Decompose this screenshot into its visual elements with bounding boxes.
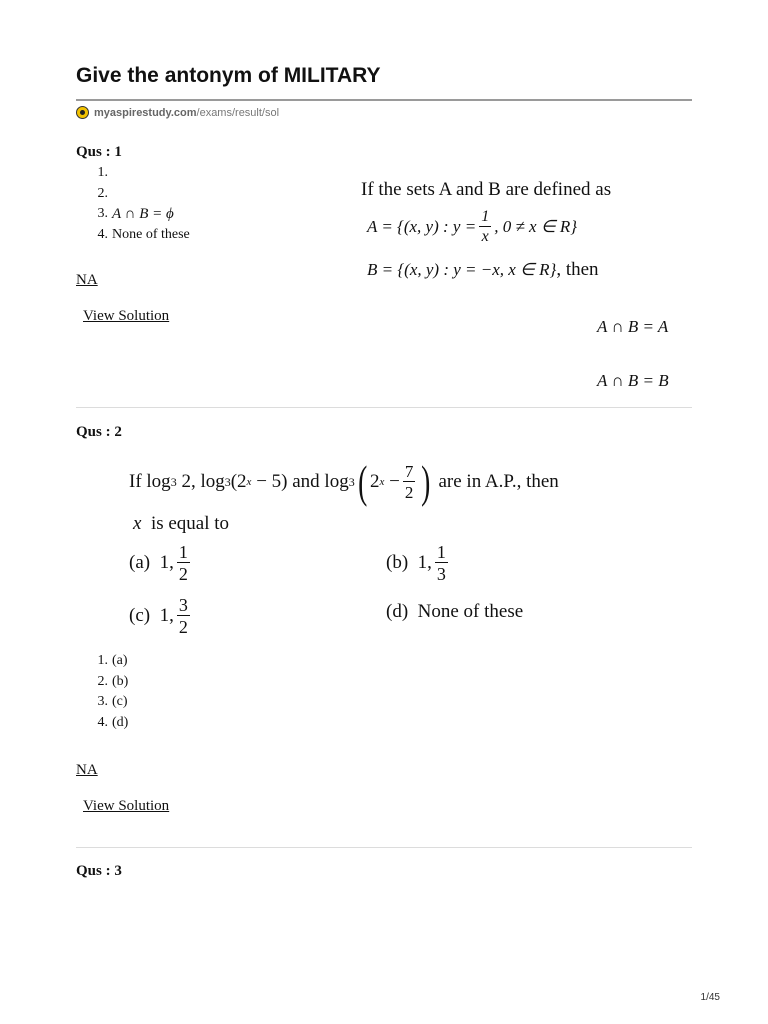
page-title: Give the antonym of MILITARY: [76, 64, 381, 87]
figure-line: If the sets A and B are defined as: [361, 179, 612, 200]
answer-na-link[interactable]: NA: [76, 272, 98, 288]
figure-line: B = {(x, y) : y = −x, x ∈ R}, then: [367, 259, 599, 280]
option-item[interactable]: 3. (c): [97, 694, 128, 710]
answer-na-link[interactable]: NA: [76, 762, 98, 778]
figure-choice-c: (c) 1, $\frac{3}{2}$: [129, 595, 188, 637]
figure-choice-d: (d) None of these: [386, 601, 524, 622]
figure-choice-a: (a) 1, $\frac{1}{2}$: [129, 542, 188, 584]
option-item[interactable]: 2.: [97, 185, 108, 201]
page-number: 1/45: [700, 992, 720, 1003]
view-solution-link[interactable]: View Solution: [83, 308, 170, 324]
option-item[interactable]: 1.: [97, 165, 108, 181]
figure-line: A = {(x, y) : y = $\frac{1}{x}$ , 0 ≠ x ∈ R}: [367, 208, 578, 245]
source-domain: myaspirestudy.com: [94, 106, 197, 119]
figure-option-text: A ∩ B = B: [597, 371, 669, 390]
option-item[interactable]: 3. A ∩ B = ϕ: [97, 205, 174, 222]
option-item[interactable]: 4. None of these: [97, 226, 190, 242]
question-3-label: Qus : 3: [76, 863, 122, 879]
question-1-label: Qus : 1: [76, 144, 122, 160]
question-2-options: [76, 651, 128, 733]
figure-line: If log 3 2, log 3 (2 x − 5) and log 3 ( 2 x − $\frac{7}{2}$ ) are in A.P., then: [129, 456, 559, 507]
question-2-label: Qus : 2: [76, 424, 122, 440]
view-solution-link[interactable]: View Solution: [83, 798, 170, 814]
option-item[interactable]: 1. (a): [97, 653, 128, 669]
option-item[interactable]: 4. (d): [97, 714, 129, 730]
figure-option-text: A ∩ B = A: [597, 317, 669, 336]
figure-choice-b: (b) 1, $\frac{1}{3}$: [386, 542, 446, 584]
figure-line: x is equal to: [133, 513, 230, 534]
option-item[interactable]: 2. (b): [97, 673, 129, 689]
source-path: /exams/result/sol: [196, 106, 280, 119]
section-divider: [76, 847, 692, 848]
